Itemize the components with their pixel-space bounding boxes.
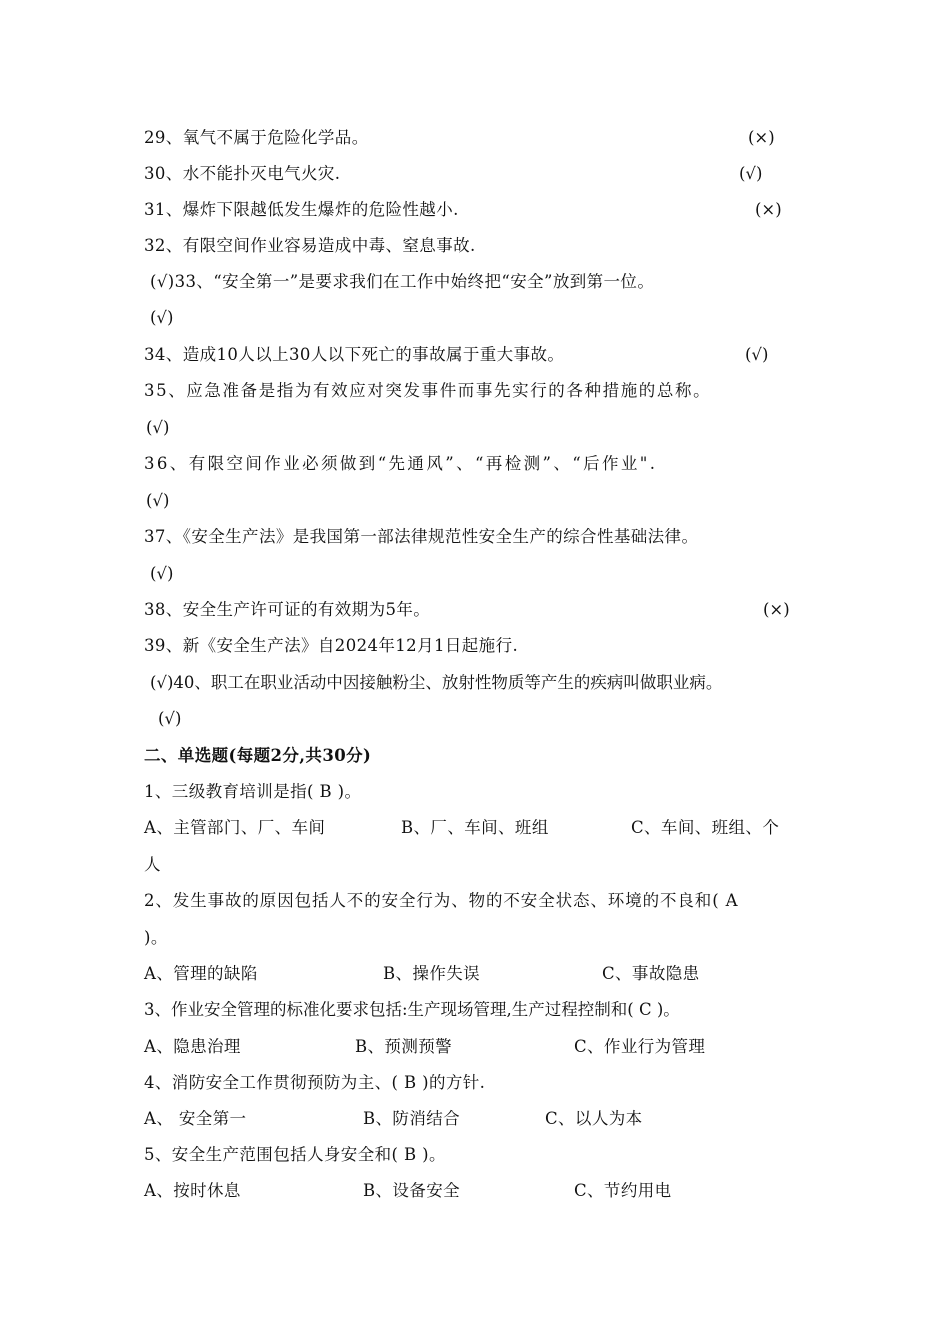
mc-3-option-b: B、预测预警 [355,1037,453,1056]
answer-35: (√) [146,418,170,437]
mc-1-option-c: C、车间、班组、个 [631,818,780,837]
mc-2-option-b: B、操作失误 [383,964,481,983]
answer-33: (√) [150,308,174,327]
mc-5-option-a: A、按时休息 [144,1181,241,1200]
mc-question-2: 2、发生事故的原因包括人不的安全行为、物的不安全状态、环境的不良和( A [144,891,739,910]
section-heading-single-choice: 二、单选题(每题2分,共30分) [144,746,372,765]
mc-5-option-b: B、设备安全 [363,1181,461,1200]
mc-question-1: 1、三级教育培训是指( B )。 [144,782,362,801]
question-33: (√)33、“安全第一”是要求我们在工作中始终把“安全”放到第一位。 [150,272,655,291]
mc-question-4: 4、消防安全工作贯彻预防为主、( B )的方针. [144,1073,486,1092]
mc-question-2-wrap: )。 [144,928,168,947]
mc-5-option-c: C、节约用电 [574,1181,672,1200]
mc-3-option-a: A、隐患治理 [144,1037,241,1056]
question-32: 32、有限空间作业容易造成中毒、窒息事故. [144,236,476,255]
mc-1-option-b: B、厂、车间、班组 [401,818,549,837]
answer-36: (√) [146,491,170,510]
question-31: 31、爆炸下限越低发生爆炸的危险性越小. [144,200,459,219]
mc-question-5: 5、安全生产范围包括人身安全和( B )。 [144,1145,446,1164]
question-29: 29、氧气不属于危险化学品。 [144,128,369,147]
mc-3-option-c: C、作业行为管理 [574,1037,706,1056]
mc-4-option-b: B、防消结合 [363,1109,461,1128]
question-37: 37、《安全生产法》是我国第一部法律规范性安全生产的综合性基础法律。 [144,527,699,546]
answer-30: (√) [739,164,763,183]
answer-40: (√) [158,709,182,728]
question-39: 39、新《安全生产法》自2024年12月1日起施行. [144,636,519,655]
mc-2-option-c: C、事故隐患 [602,964,700,983]
question-40: (√)40、职工在职业活动中因接触粉尘、放射性物质等产生的疾病叫做职业病。 [150,673,723,692]
question-38: 38、安全生产许可证的有效期为5年。 [144,600,431,619]
question-34: 34、造成10人以上30人以下死亡的事故属于重大事故。 [144,345,565,364]
answer-34: (√) [745,345,769,364]
mc-4-option-c: C、以人为本 [545,1109,643,1128]
mc-4-option-a: A、 安全第一 [144,1109,247,1128]
answer-37: (√) [150,564,174,583]
answer-29: (×) [748,128,775,147]
mc-1-option-a: A、主管部门、厂、车间 [144,818,326,837]
question-35: 35、应急准备是指为有效应对突发事件而事先实行的各种措施的总称。 [144,381,712,400]
mc-1-option-c-wrap: 人 [144,855,161,874]
question-36: 36、有限空间作业必须做到“先通风”、“再检测”、“后作业". [144,454,658,473]
answer-31: (×) [755,200,782,219]
question-30: 30、水不能扑灭电气火灾. [144,164,341,183]
mc-2-option-a: A、管理的缺陷 [144,964,258,983]
answer-38: (×) [763,600,790,619]
mc-question-3: 3、作业安全管理的标准化要求包括:生产现场管理,生产过程控制和( C )。 [144,1000,680,1019]
